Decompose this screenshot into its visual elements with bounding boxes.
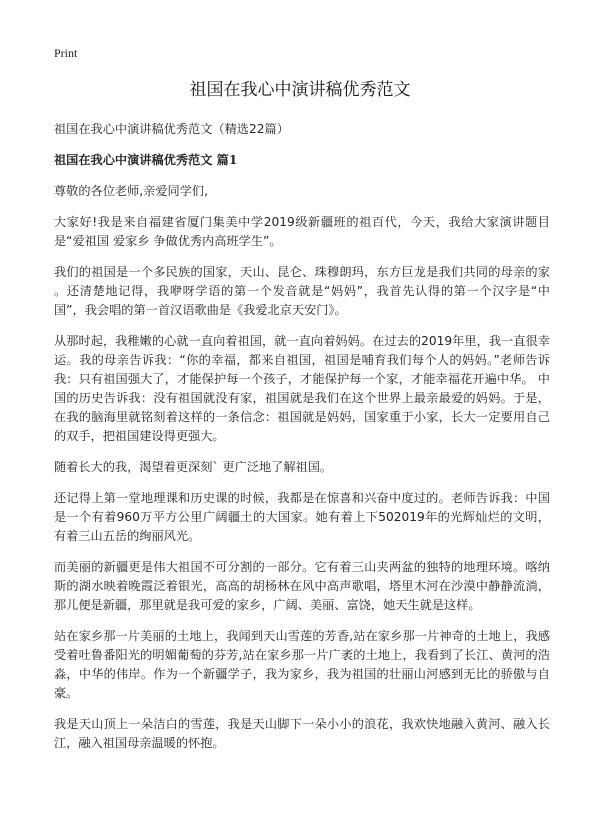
paragraph-childhood: 从那时起，我稚嫩的心就一直向着祖国，就一直向着妈妈。在过去的2019年里，我一直很幸运。我的母亲告诉我：“你的幸福，都来自祖国，祖国是哺育我们每个人的妈妈。”老师告诉我：只有祖国强大了，才能保护每一个孩子，才能保护每一个家，才能幸福花开遍中华。 中国的历史告诉我：没有祖国就没有家，祖国就是我们在这个世界上最亲最爱的妈妈。于是，在我的脑海里就铭刻着这样的一条信念：祖国就是妈妈，国家重于小家，长大一定要用自己的双手，把祖国建设得更强大。 xyxy=(54,334,550,443)
paragraph-greeting: 尊敬的各位老师,亲爱同学们, xyxy=(54,184,208,198)
paragraph-growing-up: 随着长大的我，渴望着更深刻` 更广泛地了解祖国。 xyxy=(54,460,333,474)
print-link[interactable]: Print xyxy=(54,46,78,60)
section-heading: 祖国在我心中演讲稿优秀范文 篇1 xyxy=(54,153,238,167)
paragraph-xinjiang: 而美丽的新疆更是伟大祖国不可分割的一部分。它有着三山夹两盆的独特的地理环境。喀纳斯的湖水映着晚霞泛着银光，高高的胡杨林在风中高声歌唱，塔里木河在沙漠中静静流淌，那儿便是新疆，那里就是我可爱的家乡，广阔、美丽、富饶，她天生就是这样。 xyxy=(54,560,550,612)
article-body xyxy=(54,120,550,765)
page-title: 祖国在我心中演讲稿优秀范文 xyxy=(189,80,411,100)
paragraph-snow-lotus: 我是天山顶上一朵洁白的雪莲，我是天山脚下一朵小小的浪花，我欢快地融入黄河、融入长江，融入祖国母亲温暖的怀抱。 xyxy=(54,717,550,750)
article-subtitle: 祖国在我心中演讲稿优秀范文（精选22篇） xyxy=(54,122,289,136)
paragraph-homeland: 站在家乡那一片美丽的土地上，我闻到天山雪莲的芳香,站在家乡那一片神奇的土地上，我感受着吐鲁番阳光的明媚葡萄的芬芳,站在家乡那一片广袤的土地上，我看到了长江、黄河的浩淼，中华的伟岸。作为一个新疆学子，我为家乡，我为祖国的壮丽山河感到无比的骄傲与自豪。 xyxy=(54,629,550,700)
paragraph-motherland: 我们的祖国是一个多民族的国家，天山、昆仑、珠穆朗玛，东方巨龙是我们共同的母亲的家 。还清楚地记得，我咿呀学语的第一个发音就是“妈妈”，我首先认得的第一个汉字是“中国”，我会唱的第一首汉语歌曲是《我爱北京天安门》。 xyxy=(54,265,550,317)
paragraph-first-class: 还记得上第一堂地理课和历史课的时候，我都是在惊喜和兴奋中度过的。老师告诉我：中国是一个有着960万平方公里广阔疆土的大国家。她有着上下502019年的光辉灿烂的文明，有着三山五岳的绚丽风光。 xyxy=(54,491,550,543)
paragraph-introduction: 大家好!我是来自福建省厦门集美中学2019级新疆班的祖百代，今天，我给大家演讲题目是“爱祖国 爱家乡 争做优秀内高班学生”。 xyxy=(54,215,550,248)
